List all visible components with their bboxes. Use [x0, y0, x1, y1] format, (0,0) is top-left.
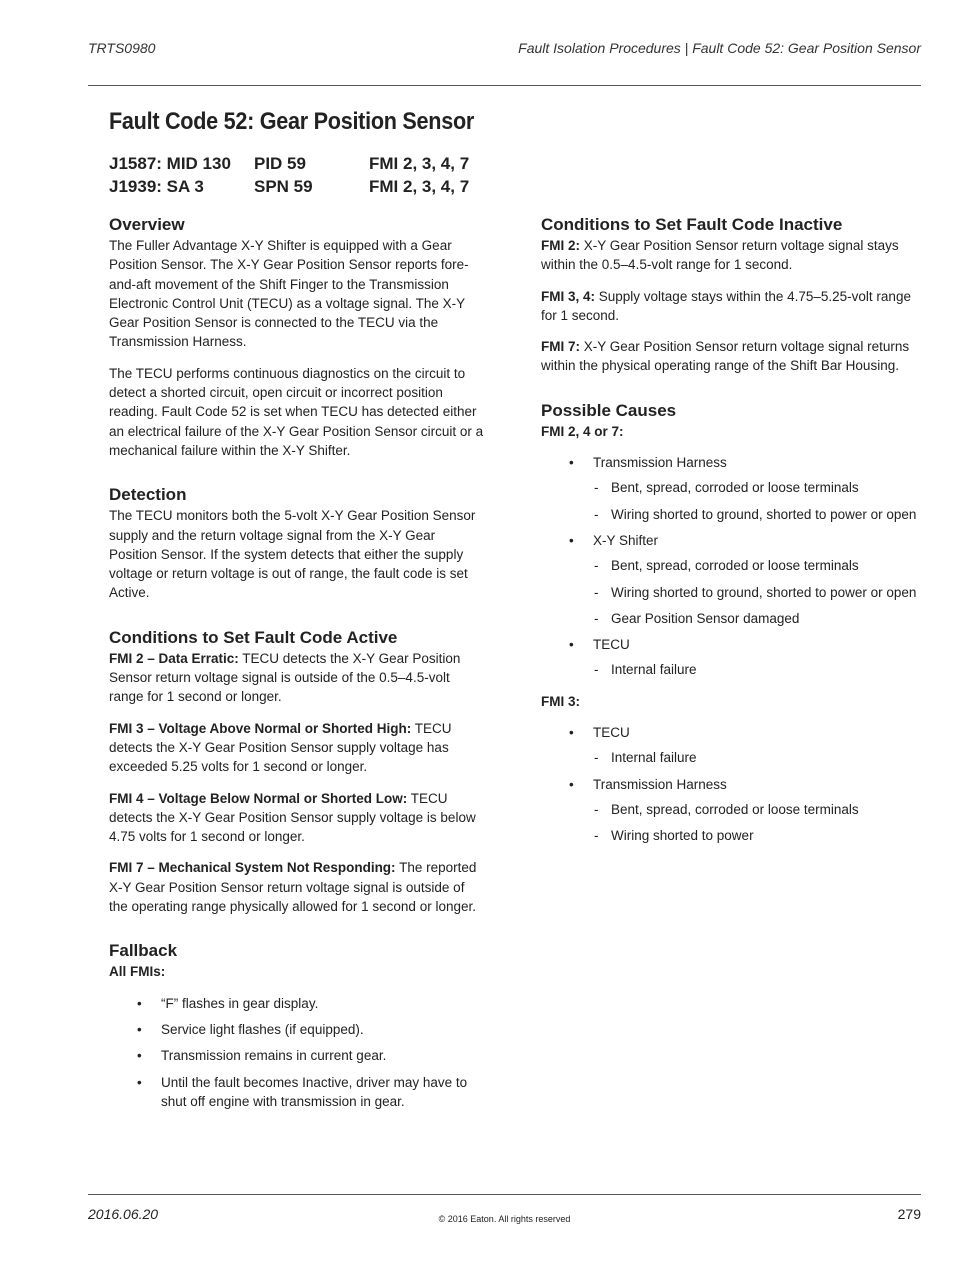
sub-list-item: - Bent, spread, corroded or loose terminals — [611, 800, 921, 819]
causes-subheading: FMI 2, 4 or 7: — [541, 423, 624, 439]
condition-text: TECU detects the X-Y Gear Position Sensor supply voltage has exceeded 5.25 volts for 1 second or longer. — [109, 720, 452, 775]
overview-section — [109, 214, 485, 460]
code-fmi: FMI 2, 3, 4, 7 — [369, 177, 470, 196]
overview-heading: Overview — [109, 215, 185, 234]
condition-item — [541, 337, 921, 376]
cause-sublist — [593, 800, 921, 846]
causes-subheading: FMI 3: — [541, 693, 580, 709]
doc-id: TRTS0980 — [88, 40, 156, 56]
condition-label: FMI 4 – Voltage Below Normal or Shorted Low: — [109, 790, 408, 806]
sub-list-item: - Wiring shorted to power — [611, 826, 921, 845]
code-protocol: J1939: SA 3 — [109, 177, 204, 196]
fallback-list — [109, 994, 485, 1111]
code-id: PID 59 — [254, 154, 306, 173]
detection-heading: Detection — [109, 485, 187, 505]
condition-label: FMI 2: — [541, 238, 580, 253]
left-column — [109, 214, 485, 1123]
set-inactive-heading: Conditions to Set Fault Code Inactive — [541, 215, 843, 234]
page-title: Fault Code 52: Gear Position Sensor — [109, 108, 475, 135]
list-item: • Service light flashes (if equipped). — [161, 1020, 485, 1039]
condition-label: FMI 2 – Data Erratic: — [109, 650, 239, 666]
fallback-subheading: All FMIs: — [109, 964, 166, 980]
list-item — [593, 775, 921, 846]
cause-label: TECU — [593, 725, 630, 741]
condition-item — [109, 858, 485, 916]
set-active-heading: Conditions to Set Fault Code Active — [109, 627, 398, 647]
condition-item — [541, 236, 921, 275]
causes-list — [541, 453, 921, 680]
condition-label: FMI 7: — [541, 339, 580, 355]
condition-item — [109, 649, 485, 707]
sub-list-item: - Gear Position Sensor damaged — [611, 609, 921, 628]
code-id: SPN 59 — [254, 177, 313, 196]
footer-rule — [88, 1194, 921, 1195]
cause-label: Transmission Harness — [593, 455, 727, 471]
sub-list-item: - Wiring shorted to ground, shorted to power or open — [611, 505, 921, 524]
condition-label: FMI 3 – Voltage Above Normal or Shorted High: — [109, 720, 412, 736]
footer-copyright: © 2016 Eaton. All rights reserved — [438, 1214, 571, 1224]
overview-paragraph: The Fuller Advantage X-Y Shifter is equipped with a Gear Position Sensor. The X-Y Gear Position Sensor reports fore-and-aft movement of the Shift Finger to the Transmission Electronic Control Unit (TECU) as a voltage signal. The X-Y Gear Position Sensor is connected to the TECU via the Transmission Harness. — [109, 238, 469, 350]
fallback-heading: Fallback — [109, 941, 178, 961]
condition-text: Supply voltage stays within the 4.75–5.25-volt range for 1 second. — [541, 288, 911, 323]
list-item — [593, 453, 921, 524]
condition-item — [109, 719, 485, 777]
sub-list-item: - Internal failure — [611, 660, 921, 679]
possible-causes-section — [541, 400, 921, 846]
condition-label: FMI 3, 4: — [541, 288, 596, 304]
list-item: • Transmission remains in current gear. — [161, 1046, 485, 1065]
list-item: • Until the fault becomes Inactive, driver may have to shut off engine with transmission in gear. — [161, 1073, 485, 1112]
sub-list-item: - Internal failure — [611, 748, 921, 767]
detection-paragraph: The TECU monitors both the 5-volt X-Y Gear Position Sensor supply and the return voltage signal from the X-Y Gear Position Sensor. If the system detects that either the supply voltage or return voltage is out of range, the fault code is set Active. — [109, 508, 476, 601]
fallback-section — [109, 940, 485, 1111]
set-inactive-section — [541, 214, 921, 376]
page-footer — [88, 1206, 921, 1236]
condition-text: X-Y Gear Position Sensor return voltage signal returns within the physical operating range of the Shift Bar Housing. — [541, 339, 910, 374]
causes-list — [541, 723, 921, 845]
list-item — [593, 531, 921, 628]
sub-list-item: - Wiring shorted to ground, shorted to power or open — [611, 583, 921, 602]
cause-label: X-Y Shifter — [593, 532, 659, 548]
condition-item — [541, 287, 921, 326]
code-fmi: FMI 2, 3, 4, 7 — [369, 154, 470, 173]
header-section-title: Fault Isolation Procedures | Fault Code 52: Gear Position Sensor — [518, 40, 921, 56]
list-item — [593, 723, 921, 768]
sub-list-item: - Bent, spread, corroded or loose terminals — [611, 556, 921, 575]
sub-list-item: - Bent, spread, corroded or loose terminals — [611, 478, 921, 497]
footer-date: 2016.06.20 — [88, 1206, 159, 1222]
condition-text: TECU detects the X-Y Gear Position Sensor return voltage signal is outside of the 0.5–4.5-volt range for 1 second or longer. — [109, 650, 461, 705]
set-active-section — [109, 627, 485, 917]
cause-sublist — [593, 556, 921, 628]
cause-sublist — [593, 660, 921, 679]
condition-text: The reported X-Y Gear Position Sensor return voltage signal is outside of the operating range physically allowed for 1 second or longer. — [109, 860, 477, 915]
header-rule — [88, 85, 921, 86]
overview-paragraph: The TECU performs continuous diagnostics on the circuit to detect a shorted circuit, open circuit or incorrect position reading. Fault Code 52 is set when TECU has detected either an electrical failure of the X-Y Gear Position Sensor circuit or a mechanical failure within the X-Y Shifter. — [109, 365, 484, 458]
cause-label: TECU — [593, 637, 630, 653]
condition-item — [109, 789, 485, 847]
condition-label: FMI 7 – Mechanical System Not Responding: — [109, 860, 396, 876]
cause-sublist — [593, 748, 921, 767]
list-item — [593, 635, 921, 680]
page-number: 279 — [897, 1206, 921, 1222]
cause-label: Transmission Harness — [593, 776, 727, 792]
list-item: • “F” flashes in gear display. — [161, 994, 485, 1013]
detection-section — [109, 484, 485, 602]
page-header — [88, 40, 921, 60]
condition-text: TECU detects the X-Y Gear Position Sensor supply voltage is below 4.75 volts for 1 second or longer. — [109, 790, 476, 845]
right-column — [541, 214, 921, 858]
cause-sublist — [593, 478, 921, 524]
code-protocol: J1587: MID 130 — [109, 154, 231, 173]
condition-text: X-Y Gear Position Sensor return voltage signal stays within the 0.5–4.5-volt range for 1 second. — [541, 238, 899, 273]
possible-causes-heading: Possible Causes — [541, 400, 677, 420]
